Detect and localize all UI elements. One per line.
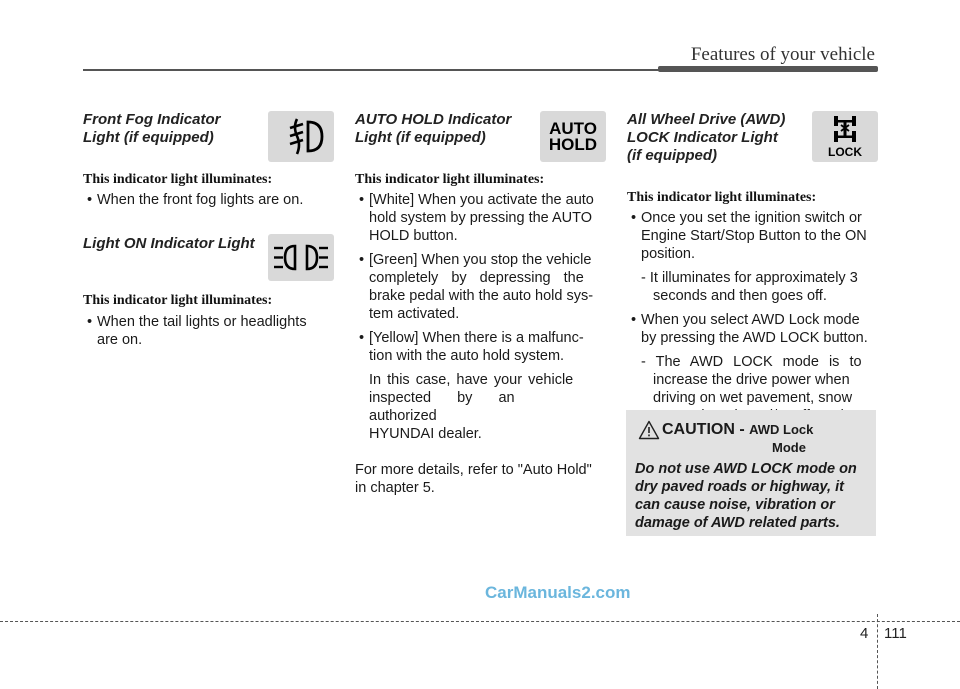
awd-subhead: This indicator light illuminates: xyxy=(627,190,817,205)
auto-hold-icon: AUTO HOLD xyxy=(540,111,606,162)
awd-lock-heading: All Wheel Drive (AWD) LOCK Indicator Light (if equipped) xyxy=(627,111,786,164)
awd-sub-duration: - It illuminates for approximately 3 seconds and then goes off. xyxy=(641,270,858,304)
caution-header-cont: Mode xyxy=(772,440,806,455)
fog-bullet: • When the front fog lights are on. xyxy=(87,192,304,208)
caution-text: Do not use AWD LOCK mode on dry paved roads or highway, it can cause noise, vibration or damage of AWD related parts. xyxy=(635,461,857,531)
front-fog-light-icon xyxy=(268,111,334,162)
tail-light-icon xyxy=(268,234,334,281)
caution-box xyxy=(626,410,876,536)
auto-hold-heading: AUTO HOLD Indicator Light (if equipped) xyxy=(355,111,512,146)
page-number: 111 xyxy=(884,625,907,642)
auto-hold-bullets xyxy=(355,191,605,497)
watermark: CarManuals2.com xyxy=(485,583,631,602)
chapter-number: 4 xyxy=(860,625,869,642)
header-rule-accent xyxy=(658,66,878,72)
awd-sub-purpose: - The AWD LOCK mode is to increase the drive power when driving on wet pavement, snow xyxy=(641,354,862,406)
section-title: Features of your vehicle xyxy=(690,44,875,65)
awd-bullet-ignition: • Once you set the ignition switch or Engine Start/Stop Button to the ON position. xyxy=(631,210,867,262)
light-on-heading: Light ON Indicator Light xyxy=(83,235,255,252)
light-on-bullet: • When the tail lights or headlights are on. xyxy=(87,314,307,348)
light-on-subhead: This indicator light illuminates: xyxy=(83,293,273,308)
awd-lock-icon-label: LOCK xyxy=(828,145,862,159)
awd-bullets xyxy=(627,209,879,425)
header-rule xyxy=(83,69,663,71)
more-details: For more details, refer to "Auto Hold" in chapter 5. xyxy=(355,462,592,496)
caution-header: CAUTION - AWD Lock xyxy=(662,421,814,438)
footer-rule xyxy=(0,621,960,622)
bullet-yellow: • [Yellow] When there is a malfunc- tion with the auto hold system. In this case, have your vehicle inspected by an authorized HYUNDAI dealer. xyxy=(359,330,584,442)
footer-divider xyxy=(877,614,878,689)
warning-icon xyxy=(638,420,660,440)
bullet-green: • [Green] When you stop the vehicle completely by depressing the brake pedal with the auto hold sys- tem activated. xyxy=(359,252,594,322)
fog-subhead: This indicator light illuminates: xyxy=(83,172,273,187)
awd-lock-icon xyxy=(812,111,878,162)
fog-heading: Front Fog Indicator Light (if equipped) xyxy=(83,111,221,146)
bullet-white: • [White] When you activate the auto hold system by pressing the AUTO HOLD button. xyxy=(359,192,594,244)
awd-bullet-lock-mode: • When you select AWD Lock mode by pressing the AWD LOCK button. xyxy=(631,312,868,346)
auto-hold-subhead: This indicator light illuminates: xyxy=(355,172,545,187)
